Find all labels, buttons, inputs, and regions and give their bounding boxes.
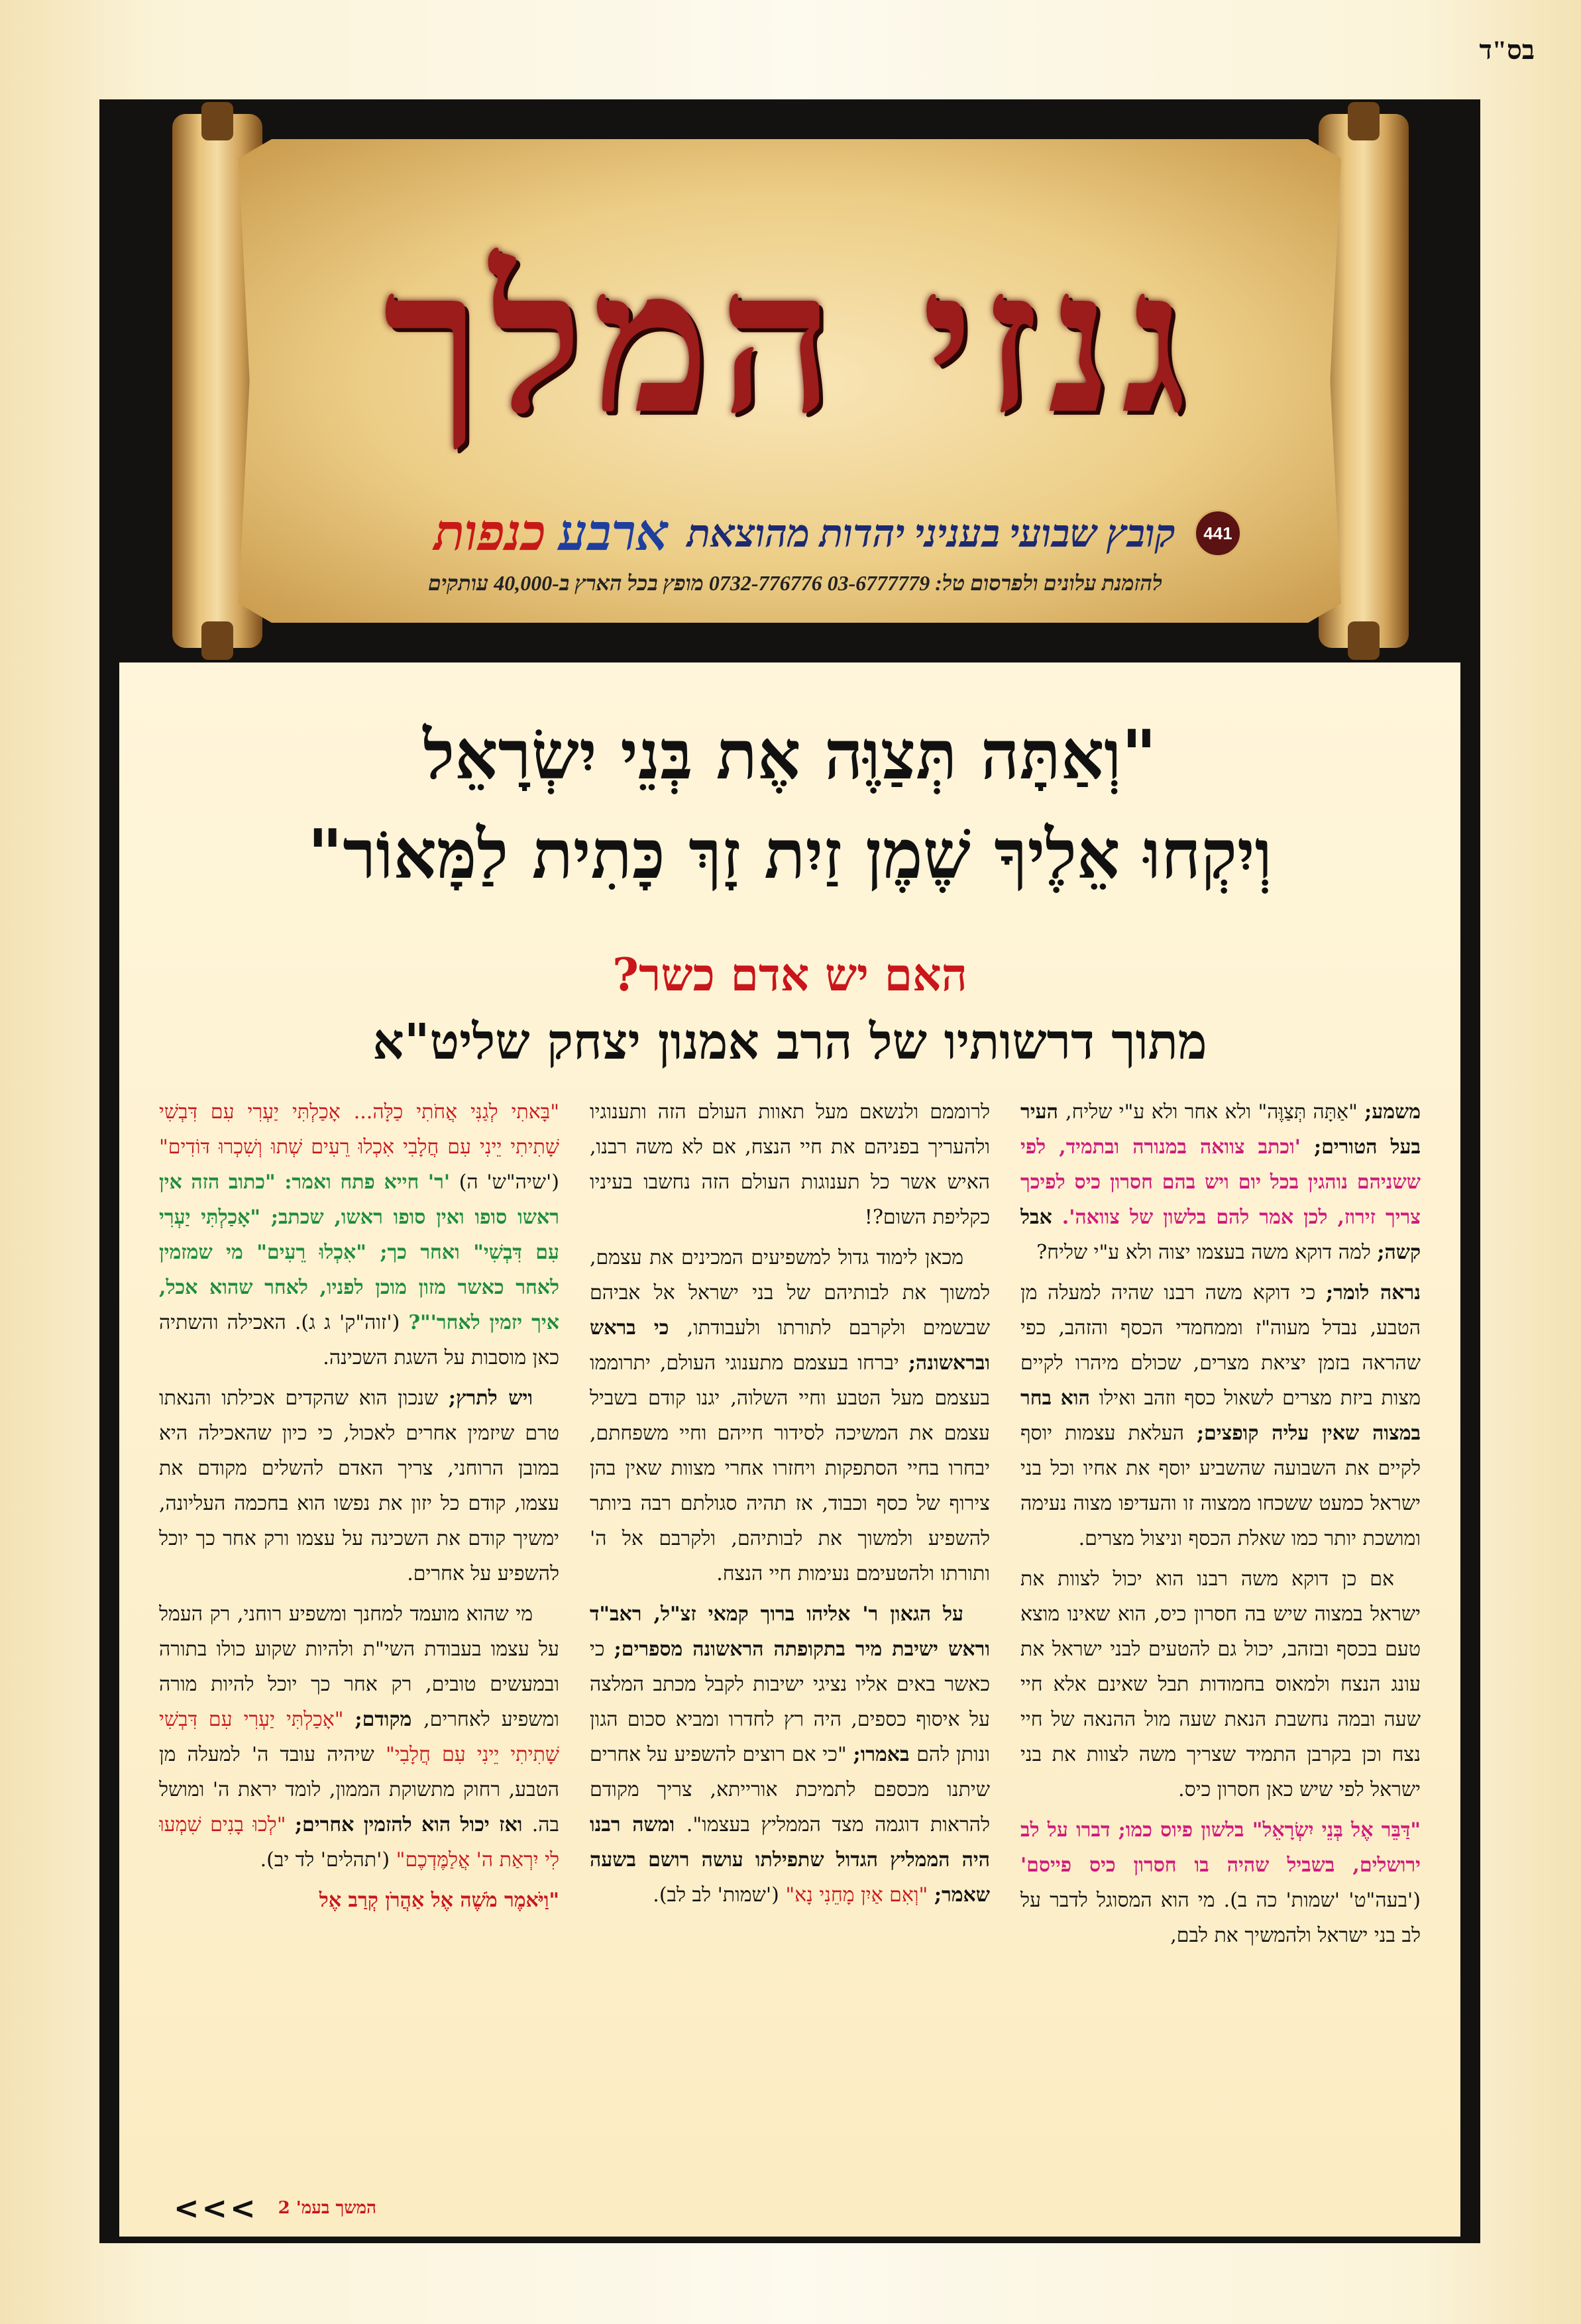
bold-phrase: הוא בחר במצוה שאין עליה קופצים; bbox=[1020, 1387, 1421, 1445]
quote-red: "בָּאתִי לְגַנִּי אֲחֹתִי כַלָּה... אָכַלְתִּי יַעְרִי עִם דִּבְשִׁי שָׁתִיתִי יֵינִי עִם חֲלָבִי אִכְלוּ רֵעִים שְׁתוּ וְשִׁכְרוּ דּוֹדִים" bbox=[159, 1100, 559, 1159]
column-2 bbox=[590, 1094, 990, 2214]
paragraph bbox=[159, 1883, 559, 1918]
bold-phrase: אבל קשה; bbox=[1020, 1206, 1421, 1264]
bold-phrase: על הגאון ר' אליהו ברוך קמאי זצ"ל, ראב"ד וראש ישיבת מיר בתקופתה הראשונה מספרים; bbox=[590, 1603, 990, 1661]
text-run: ('שיה"ש' ה) bbox=[459, 1171, 559, 1194]
quote-red: "לְכוּ בָנִים שִׁמְעוּ לִי יִרְאַת ה' אֲלַמֶּדְכֶם" bbox=[159, 1813, 559, 1872]
bold-phrase: באמרו; bbox=[853, 1743, 917, 1766]
article-byline: מתוך דרשותיו של הרב אמנון יצחק שליט"א bbox=[372, 1014, 1207, 1071]
continue-arrows-icon: <<< bbox=[174, 2190, 258, 2226]
issue-badge: 441 bbox=[1194, 509, 1242, 557]
bold-phrase: כי בראש ובראשונה; bbox=[590, 1316, 990, 1375]
text-run: שיהיה עובד ה' למעלה מן הטבע, רחוק מתשוקת הממון, לומד יראת ה' ומושל בה. bbox=[159, 1743, 559, 1836]
masthead bbox=[99, 99, 1480, 662]
quote-red: "אָכַלְתִּי יַעְרִי עִם דִּבְשִׁי שָׁתִיתִי יֵינִי עִם חֲלָבִי" bbox=[159, 1708, 559, 1766]
text-run: ('שמות' לב לב). bbox=[653, 1883, 786, 1907]
paragraph bbox=[1020, 1275, 1421, 1556]
paragraph bbox=[1020, 1561, 1421, 1807]
text-run: "כי אם רוצים להשפיע על אחרים שיתנו מכספם לתמיכת אורייתא, צריך מקודם להראות דוגמה מצד הממליץ בעצמו". bbox=[590, 1743, 990, 1836]
text-run: לרוממם ולנשאם מעל תאוות העולם הזה ותענוגיו ולהעריך בפניהם את חיי הנצח, אם לא משה רבנו, האיש אשר כל תענוגות העולם הזה נחשבו בעיניו כקליפת השום?! bbox=[590, 1100, 990, 1229]
continued-label: המשך בעמ' 2 bbox=[278, 2198, 377, 2218]
paragraph bbox=[1020, 1813, 1421, 1953]
paragraph bbox=[159, 1094, 559, 1375]
text-run: כי כאשר באים אליו נציגי ישיבות לקבל מכתב המלצה על איסוף כספים, היה רץ לחדרו ומביא סכום הגון ונותן להם bbox=[590, 1638, 990, 1766]
bold-phrase: ויש לתרץ; bbox=[448, 1387, 533, 1410]
paragraph bbox=[590, 1240, 990, 1591]
text-run: "אַתָּה תְּצַוֶּה" ולא אחר ולא ע"י שליח, bbox=[1065, 1100, 1365, 1124]
paragraph bbox=[590, 1597, 990, 1913]
bold-phrase: נראה לומר; bbox=[1326, 1281, 1421, 1304]
bold-phrase: משמע; bbox=[1364, 1100, 1421, 1124]
masthead-subline bbox=[434, 497, 1242, 570]
continued-notice[interactable] bbox=[174, 2190, 376, 2226]
masthead-subtitle: קובץ שבועי בעניני יהדות מהוצאת bbox=[686, 511, 1175, 555]
text-run: מי שהוא מועמד למחנך ומשפיע רוחני, רק העמל על עצמו בעבודת השי"ת ולהיות שקוע כולו בתורה ובמעשים טובים, רק אחר כך יוכל להיות מורה ומשפיע לאחרים, bbox=[159, 1603, 559, 1731]
text-run: למה דוקא משה בעצמו יצוה ולא ע"י שליח? bbox=[1036, 1241, 1378, 1264]
text-run: ('זוה"ק' ג ג). האכילה והשתיה כאן מוסבות על השגת השכינה. bbox=[159, 1311, 559, 1369]
text-run: אם כן דוקא משה רבנו הוא יכול לצוות את ישראל במצוה שיש בה חסרון כיס, הוא שאינו מוצא טעם בכסף ובזהב, יכול גם להטעים לבני ישראל את עונג הנצח ולמאוס בחמודות תבל שאינם אלא חיי שעה ובמה נחשבת הנאת שעה מול ההנאה של חיי נצח וכן בקרבן התמיד שצריך משה לצוות את בני ישראל לפי שיש כאן חסרון כיס. bbox=[1020, 1567, 1421, 1801]
text-run: העלאת עצמות יוסף לקיים את השבועה שהשביע יוסף את אחיו וכל בני ישראל כמעט ששכחו ממצוה זו והעדיפו מצוה נעימה ומושכת יותר כמו שאלת הכסף וניצול מצרים. bbox=[1020, 1422, 1421, 1550]
bold-phrase: ואז יכול הוא להזמין אחרים; bbox=[294, 1813, 532, 1836]
publisher-logo-b: כנפות bbox=[433, 505, 546, 561]
paragraph bbox=[159, 1381, 559, 1591]
masthead-title: גנזי המלך bbox=[383, 224, 1197, 458]
publisher-logo bbox=[434, 505, 669, 562]
bold-phrase: העיר בעל הטורים; bbox=[1020, 1100, 1421, 1159]
text-run: כי דוקא משה רבנו שהיה למעלה מן הטבע, נבדל מעוה"ז וממחמדי הכסף והזהב, כפי שהראה בזמן יציאת מצרים, שכולם מיהרו לקיים מצות ביזת מצרים לשאול כסף וזהב ואילו bbox=[1020, 1281, 1421, 1410]
quote-magenta: 'וכתב צוואה במנורה ובתמיד, לפי ששניהם נוהגין בכל יום ויש בהם חסרון כיס לפיכך צריך זירוז, לכן אמר להם בלשון של צוואה'. bbox=[1020, 1136, 1421, 1229]
text-run: שנכון הוא שהקדים אכילתו והנאתו טרם שיזמין אחרים לאכול, כי כיון שהאכילה היא במובן הרוחני, צריך האדם להשלים מקודם את עצמו, קודם כל יזון את נפשו הוא בחכמה העליונה, ימשיך קודם את השכינה על עצמו ורק אחר כך יוכל להשפיע על אחרים. bbox=[159, 1387, 559, 1585]
column-3 bbox=[159, 1094, 559, 2214]
text-run: ('בעה"ט' 'שמות' כה ב). מי הוא המסוגל לדבר על לב בני ישראל ולהמשיך את לבם, bbox=[1020, 1889, 1421, 1947]
text-run: יברחו בעצמם מתענוגי העולם, יתרוממו בעצמם מעל הטבע וחיי השלוה, יגנו קודם בשביל עצמם את המשיכה לסידור חייהם וחיי משפחתם, יבחרו בחיי הסתפקות ויחזרו אחרי מצוות שאין בהן צירוף של כסף וכבוד, אז תהיה סגולתם רבה ביותר להשפיע ולמשוך את לבותיהם, ולקרבם אל ה' ותורתו ולהטעימם נעימות חיי הנצח. bbox=[590, 1351, 990, 1585]
corner-mark: בס"ד bbox=[1479, 35, 1535, 65]
publisher-logo-a: ארבע bbox=[558, 505, 669, 561]
article-question: האם יש אדם כשר? bbox=[612, 949, 967, 1002]
paragraph bbox=[590, 1094, 990, 1235]
column-1 bbox=[1020, 1094, 1421, 2214]
text-run: ('תהלים' לד יב). bbox=[260, 1848, 396, 1872]
bold-phrase: ומשה רבנו היה הממליץ הגדול שתפילתו עושה רושם בשעה שאמר; bbox=[590, 1813, 990, 1907]
verse-line-2: וְיִקְחוּ אֵלֶיךָ שֶׁמֶן זַיִת זָךְ כָּתִית לַמָּאוֹר" bbox=[307, 815, 1272, 894]
quote-red: "וְאִם אַיִן מָחֵנִי נָא" bbox=[785, 1883, 934, 1907]
text-run: מכאן לימוד גדול למשפיעים המכינים את עצמם, למשוך את לבותיהם של בני ישראל אל אביהם שבשמים ולקרבם לתורתו ולעבודתו, bbox=[590, 1246, 990, 1340]
bold-phrase: מקודם; bbox=[354, 1708, 424, 1731]
contact-line: להזמנת עלונים ולפרסום טל: 03-6777779 0732-776776 מופץ בכל הארץ ב-40,000 עותקים bbox=[427, 571, 1163, 595]
verse-line-1: "וְאַתָּה תְּצַוֶּה אֶת בְּנֵי יִשְׂרָאֵל bbox=[423, 715, 1157, 795]
paragraph bbox=[1020, 1094, 1421, 1270]
paragraph bbox=[159, 1597, 559, 1877]
quote-green: 'ר' חייא פתח ואמר: "כתוב הזה אין ראשו סופו ואין סופו ראשו, שכתב; "אָכַלְתִּי יַעְרִי עִם דִּבְשִׁי" ואחר כך; "אִכְלוּ רֵעִים" מי שמזמין לאחר כאשר מזון מוכן לפניו, לאחר שהוא אכל, איך יזמין לאחר'"? bbox=[159, 1171, 559, 1334]
quote-red: "וַיֹּאמֶר מֹשֶׁה אֶל אַהֲרֹן קְרַב אֶל bbox=[319, 1889, 559, 1912]
quote-magenta: "דַּבֵּר אֶל בְּנֵי יִשְׂרָאֵל" בלשון פיוס כמו; דברו על לב ירושלים, בשביל שהיה בו חסרון כיס פייסם' bbox=[1020, 1819, 1421, 1877]
